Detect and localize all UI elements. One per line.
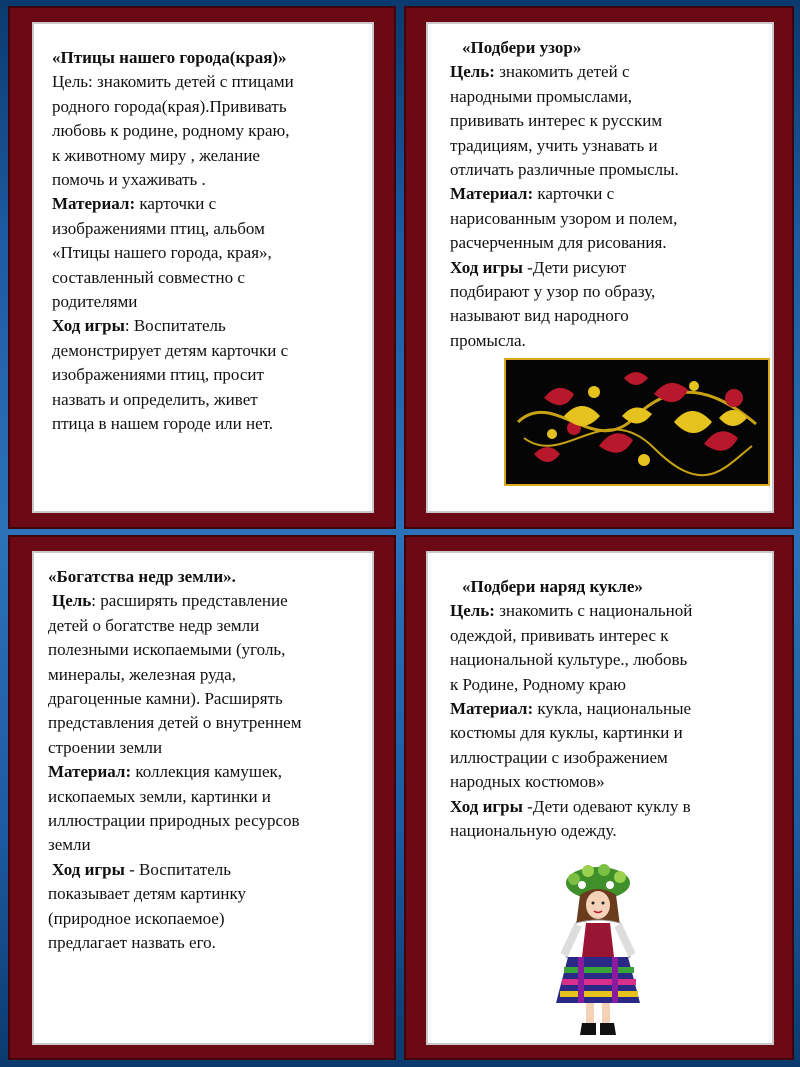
- card-line: [450, 599, 692, 623]
- card-line: подбирают у узор по образу,: [450, 282, 656, 302]
- card-line: любовь к родине, родному краю,: [52, 121, 290, 141]
- card-line: нарисованным узором и полем,: [450, 208, 678, 228]
- line-text: карточки с: [135, 194, 217, 214]
- card-line: полезными ископаемыми (уголь,: [48, 640, 286, 660]
- card-line: [52, 314, 294, 338]
- line-text: -Дети одевают куклу в: [522, 796, 691, 816]
- card-panel: [426, 22, 774, 513]
- line-text: карточки с: [533, 184, 615, 204]
- card-text: [52, 46, 294, 437]
- card-line: Цель: знакомить детей с птицами: [52, 72, 294, 92]
- card-line: [48, 760, 301, 784]
- card-text: [450, 36, 679, 353]
- game-card-doll-outfit: [404, 535, 794, 1060]
- game-card-pattern: [404, 6, 794, 529]
- card-line: драгоценные камни). Расширять: [48, 689, 283, 709]
- line-text: : Воспитатель: [124, 316, 226, 336]
- card-line: расчерченным для рисования.: [450, 233, 667, 253]
- line-label: Цель:: [450, 601, 495, 621]
- card-text: [48, 565, 301, 956]
- card-line: отличать различные промыслы.: [450, 160, 679, 180]
- card-line: строении земли: [48, 737, 163, 757]
- line-label: Ход игры: [450, 796, 523, 816]
- line-label: Ход игры: [450, 257, 523, 277]
- card-line: прививать интерес к русским: [450, 111, 663, 131]
- card-line: костюмы для куклы, картинки и: [450, 723, 683, 743]
- card-line: [450, 697, 692, 721]
- card-line: минералы, железная руда,: [48, 664, 236, 684]
- game-card-birds: [8, 6, 396, 529]
- card-line: родителями: [52, 292, 138, 312]
- doll-in-folk-costume-image: [538, 861, 658, 1041]
- card-line: составленный совместно с: [52, 267, 245, 287]
- card-line: (природное ископаемое): [48, 908, 225, 928]
- card-line: народными промыслами,: [450, 86, 633, 106]
- line-text: знакомить детей с: [494, 62, 630, 82]
- card-line: показывает детям картинку: [48, 884, 247, 904]
- card-line: промысла.: [450, 330, 526, 350]
- card-line: [450, 795, 692, 819]
- card-line: национальную одежду.: [450, 821, 617, 841]
- card-line: [48, 589, 301, 613]
- card-text: [450, 575, 692, 843]
- line-label: Цель: [52, 591, 92, 611]
- khokhloma-pattern-image: [504, 358, 770, 486]
- card-line: детей о богатстве недр земли: [48, 615, 260, 635]
- card-line: «Птицы нашего города, края»,: [52, 243, 272, 263]
- card-line: назвать и определить, живет: [52, 389, 258, 409]
- card-panel: [32, 551, 374, 1045]
- card-line: предлагает назвать его.: [48, 933, 216, 953]
- card-line: к Родине, Родному краю: [450, 674, 626, 694]
- card-line: родного города(края).Прививать: [52, 96, 287, 116]
- line-text: : расширять представление: [91, 591, 288, 611]
- line-label: Материал:: [48, 762, 132, 782]
- card-line: птица в нашем городе или нет.: [52, 414, 274, 434]
- line-label: Ход игры: [52, 859, 125, 879]
- card-line: изображениями птиц, просит: [52, 365, 264, 385]
- card-line: [450, 256, 679, 280]
- card-line: ископаемых земли, картинки и: [48, 786, 271, 806]
- card-line: иллюстрации природных ресурсов: [48, 811, 300, 831]
- line-label: Материал:: [450, 184, 534, 204]
- card-title: «Птицы нашего города(края)»: [52, 48, 287, 67]
- card-line: к животному миру , желание: [52, 145, 260, 165]
- line-text: кукла, национальные: [533, 699, 692, 719]
- card-line: демонстрирует детям карточки с: [52, 340, 289, 360]
- card-title: «Подбери узор»: [462, 38, 582, 57]
- card-line: традициям, учить узнавать и: [450, 135, 658, 155]
- line-text: -Дети рисуют: [522, 257, 627, 277]
- line-label: Материал:: [450, 699, 534, 719]
- card-panel: [426, 551, 774, 1045]
- card-line: [450, 182, 679, 206]
- card-panel: [32, 22, 374, 513]
- line-label: Ход игры: [52, 316, 125, 336]
- line-label: Цель:: [450, 62, 495, 82]
- line-text: - Воспитатель: [124, 859, 231, 879]
- card-line: изображениями птиц, альбом: [52, 218, 265, 238]
- line-label: Материал:: [52, 194, 136, 214]
- line-text: знакомить с национальной: [494, 601, 693, 621]
- game-card-earth-riches: [8, 535, 396, 1060]
- card-line: национальной культуре., любовь: [450, 650, 688, 670]
- card-title: «Богатства недр земли».: [48, 567, 236, 586]
- card-line: одеждой, прививать интерес к: [450, 625, 669, 645]
- card-line: [48, 858, 301, 882]
- card-line: земли: [48, 835, 91, 855]
- card-line: народных костюмов»: [450, 772, 605, 792]
- line-text: коллекция камушек,: [131, 762, 283, 782]
- card-line: иллюстрации с изображением: [450, 747, 668, 767]
- card-line: [52, 192, 294, 216]
- card-line: [450, 60, 679, 84]
- card-line: помочь и ухаживать .: [52, 170, 206, 190]
- card-line: представления детей о внутреннем: [48, 713, 302, 733]
- card-title: «Подбери наряд кукле»: [462, 577, 643, 596]
- card-line: называют вид народного: [450, 306, 629, 326]
